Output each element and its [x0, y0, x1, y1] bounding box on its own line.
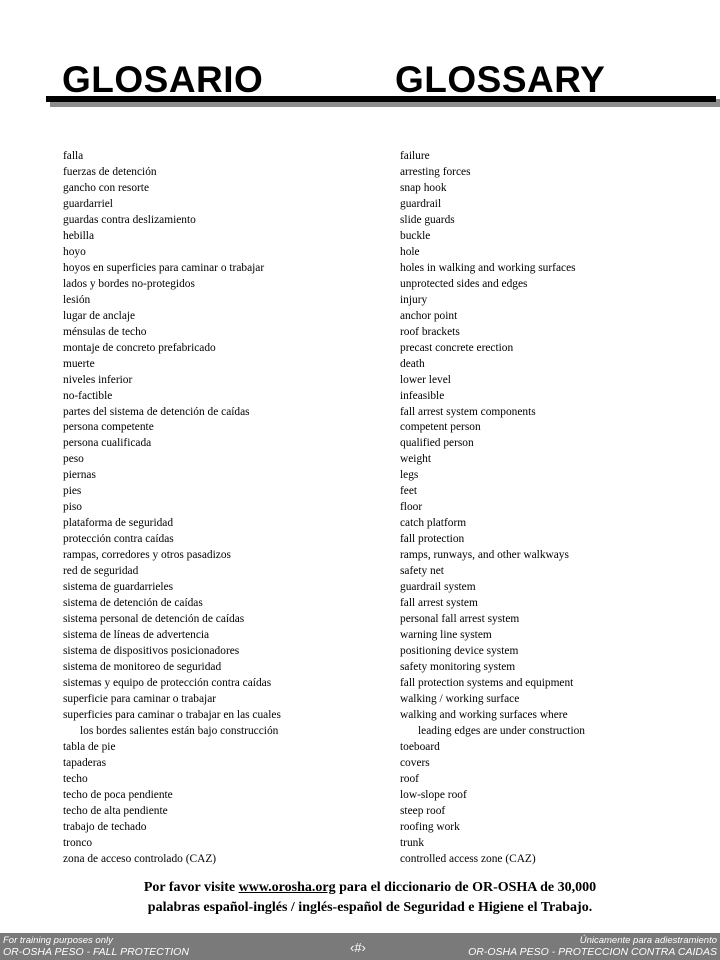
term-spanish: hoyos en superficies para caminar o trabajar — [63, 261, 265, 274]
glossary-row — [0, 357, 720, 373]
term-spanish: pies — [63, 485, 82, 498]
term-spanish: guardarriel — [63, 197, 113, 210]
glossary-row — [0, 740, 720, 756]
glossary-row — [0, 676, 720, 692]
term-spanish: techo de poca pendiente — [63, 788, 173, 801]
term-spanish: lugar de anclaje — [63, 309, 136, 322]
term-spanish: trabajo de techado — [63, 820, 147, 833]
term-english: walking and working surfaces where — [400, 708, 568, 721]
glossary-row — [0, 644, 720, 660]
glossary-row — [0, 389, 720, 405]
glossary-row — [0, 548, 720, 564]
term-english: guardrail system — [400, 581, 476, 594]
term-english: guardrail — [400, 197, 442, 210]
term-spanish: piso — [63, 501, 82, 514]
footer-course-title-es: OR-OSHA PESO - PROTECCION CONTRA CAIDAS — [468, 946, 717, 958]
term-spanish: guardas contra deslizamiento — [63, 213, 196, 226]
term-spanish: rampas, corredores y otros pasadizos — [63, 549, 231, 562]
glossary-row — [0, 309, 720, 325]
term-english: toeboard — [400, 740, 440, 753]
glossary-row — [0, 436, 720, 452]
term-english: ramps, runways, and other walkways — [400, 549, 569, 562]
term-spanish: persona cualificada — [63, 437, 152, 450]
footer-training-note-es: Únicamente para adiestramiento — [579, 935, 717, 946]
term-english: fall arrest system components — [400, 405, 536, 418]
dictionary-note-line1 — [80, 878, 660, 898]
orosha-link[interactable]: www.orosha.org — [238, 880, 336, 895]
term-english: anchor point — [400, 309, 458, 322]
glossary-row — [0, 820, 720, 836]
term-spanish: hoyo — [63, 245, 86, 258]
term-spanish: sistema de detención de caídas — [63, 597, 203, 610]
glossary-row — [0, 788, 720, 804]
glossary-row — [0, 660, 720, 676]
term-english: trunk — [400, 836, 425, 849]
term-english: low-slope roof — [400, 788, 467, 801]
term-spanish: techo de alta pendiente — [63, 804, 168, 817]
glossary-row — [0, 708, 720, 724]
glossary-row — [0, 149, 720, 165]
term-english: buckle — [400, 229, 431, 242]
glossary-row — [0, 836, 720, 852]
footer-course-title-en: OR-OSHA PESO - FALL PROTECTION — [3, 946, 189, 958]
term-spanish: falla — [63, 150, 84, 162]
term-english: fall protection — [400, 533, 465, 546]
footer-right — [468, 935, 717, 959]
glossary-row — [0, 405, 720, 421]
term-english: walking / working surface — [400, 692, 520, 705]
glossary-row — [0, 181, 720, 197]
term-english: failure — [400, 150, 430, 162]
glossary-row — [0, 165, 720, 181]
note-text-before-link: Por favor visite — [143, 880, 239, 895]
term-spanish: los bordes salientes están bajo construcción — [80, 724, 279, 737]
glossary-row — [0, 420, 720, 436]
glossary-row — [0, 612, 720, 628]
term-english: fall protection systems and equipment — [400, 676, 574, 689]
term-spanish: hebilla — [63, 229, 94, 242]
glossary-term-list — [0, 149, 720, 868]
glossary-row — [0, 293, 720, 309]
term-english: roof brackets — [400, 325, 460, 338]
glossary-row — [0, 756, 720, 772]
term-english: controlled access zone (CAZ) — [400, 852, 536, 865]
term-spanish: niveles inferior — [63, 373, 133, 386]
term-english: warning line system — [400, 629, 492, 642]
glossary-row — [0, 229, 720, 245]
glossary-row — [0, 500, 720, 516]
term-spanish: sistema de guardarrieles — [63, 581, 174, 594]
note-text-after-link: para el diccionario de OR-OSHA de 30,000 — [335, 880, 597, 895]
term-english: leading edges are under construction — [418, 724, 585, 737]
term-spanish: piernas — [63, 469, 96, 482]
term-english: positioning device system — [400, 645, 519, 658]
term-spanish: sistema de dispositivos posicionadores — [63, 645, 240, 658]
glossary-row — [0, 325, 720, 341]
term-spanish: sistema de líneas de advertencia — [63, 629, 210, 642]
term-english: roof — [400, 772, 419, 785]
term-english: lower level — [400, 373, 451, 386]
term-english: legs — [400, 469, 419, 482]
glossary-row — [0, 804, 720, 820]
glossary-row — [0, 596, 720, 612]
term-english: slide guards — [400, 213, 455, 226]
glossary-row — [0, 468, 720, 484]
term-english: safety net — [400, 565, 444, 578]
term-spanish: muerte — [63, 357, 95, 370]
glossary-row — [0, 692, 720, 708]
term-english: fall arrest system — [400, 597, 478, 610]
glossary-row — [0, 564, 720, 580]
glossary-row — [0, 341, 720, 357]
term-english: snap hook — [400, 181, 447, 194]
term-spanish: superficie para caminar o trabajar — [63, 692, 217, 705]
term-english: competent person — [400, 421, 481, 434]
term-english: feet — [400, 485, 418, 498]
term-spanish: ménsulas de techo — [63, 325, 147, 338]
term-spanish: montaje de concreto prefabricado — [63, 341, 216, 354]
term-english: death — [400, 357, 425, 370]
glossary-row — [0, 516, 720, 532]
term-english: injury — [400, 293, 428, 306]
term-spanish: fuerzas de detención — [63, 165, 157, 178]
footer-slide-number: ‹#› — [350, 940, 366, 955]
glossary-row — [0, 772, 720, 788]
term-spanish: tabla de pie — [63, 740, 116, 753]
term-english: arresting forces — [400, 165, 471, 178]
term-spanish: sistema personal de detención de caídas — [63, 613, 245, 626]
term-english: steep roof — [400, 804, 446, 817]
term-english: unprotected sides and edges — [400, 277, 528, 290]
term-english: precast concrete erection — [400, 341, 514, 354]
term-spanish: red de seguridad — [63, 565, 139, 578]
term-english: holes in walking and working surfaces — [400, 261, 576, 274]
term-spanish: techo — [63, 772, 88, 785]
term-english: qualified person — [400, 437, 474, 450]
term-spanish: sistemas y equipo de protección contra caídas — [63, 676, 272, 689]
glossary-row — [0, 628, 720, 644]
term-spanish: sistema de monitoreo de seguridad — [63, 661, 222, 673]
term-spanish: partes del sistema de detención de caídas — [63, 405, 250, 418]
term-english: covers — [400, 756, 430, 769]
glossary-row — [0, 484, 720, 500]
term-spanish: plataforma de seguridad — [63, 517, 174, 530]
term-english: roofing work — [400, 820, 460, 833]
term-spanish: zona de acceso controlado (CAZ) — [63, 852, 217, 865]
glossary-row — [0, 373, 720, 389]
term-spanish: gancho con resorte — [63, 181, 150, 194]
title-english: GLOSSARY — [395, 59, 606, 100]
title-spanish: GLOSARIO — [62, 59, 264, 100]
glossary-row — [0, 245, 720, 261]
term-english: weight — [400, 453, 432, 466]
footer-bar — [0, 933, 720, 960]
term-spanish: protección contra caídas — [63, 533, 174, 546]
term-english: infeasible — [400, 389, 445, 402]
term-spanish: peso — [63, 453, 84, 466]
footer-training-note: For training purposes only — [3, 935, 113, 946]
term-spanish: lesión — [63, 293, 91, 306]
glossary-header — [0, 60, 720, 110]
dictionary-note-line2: palabras español-inglés / inglés-español de Seguridad e Higiene el Trabajo. — [147, 900, 593, 915]
glossary-row — [0, 852, 720, 868]
term-spanish: lados y bordes no-protegidos — [63, 277, 195, 290]
glossary-row — [0, 213, 720, 229]
footer-left — [3, 935, 189, 959]
term-english: safety monitoring system — [400, 661, 516, 673]
term-english: catch platform — [400, 517, 467, 530]
term-spanish: no-factible — [63, 389, 113, 402]
glossary-row — [0, 197, 720, 213]
term-english: personal fall arrest system — [400, 613, 520, 626]
glossary-row — [0, 277, 720, 293]
glossary-row — [0, 452, 720, 468]
term-spanish: tapaderas — [63, 756, 107, 769]
term-spanish: tronco — [63, 836, 93, 849]
glossary-row — [0, 724, 720, 740]
term-spanish: persona competente — [63, 421, 154, 434]
term-english: hole — [400, 245, 420, 258]
glossary-row — [0, 261, 720, 277]
term-english: floor — [400, 501, 423, 514]
dictionary-note — [80, 878, 660, 918]
glossary-row — [0, 532, 720, 548]
term-spanish: superficies para caminar o trabajar en las cuales — [63, 708, 281, 721]
glossary-row — [0, 580, 720, 596]
